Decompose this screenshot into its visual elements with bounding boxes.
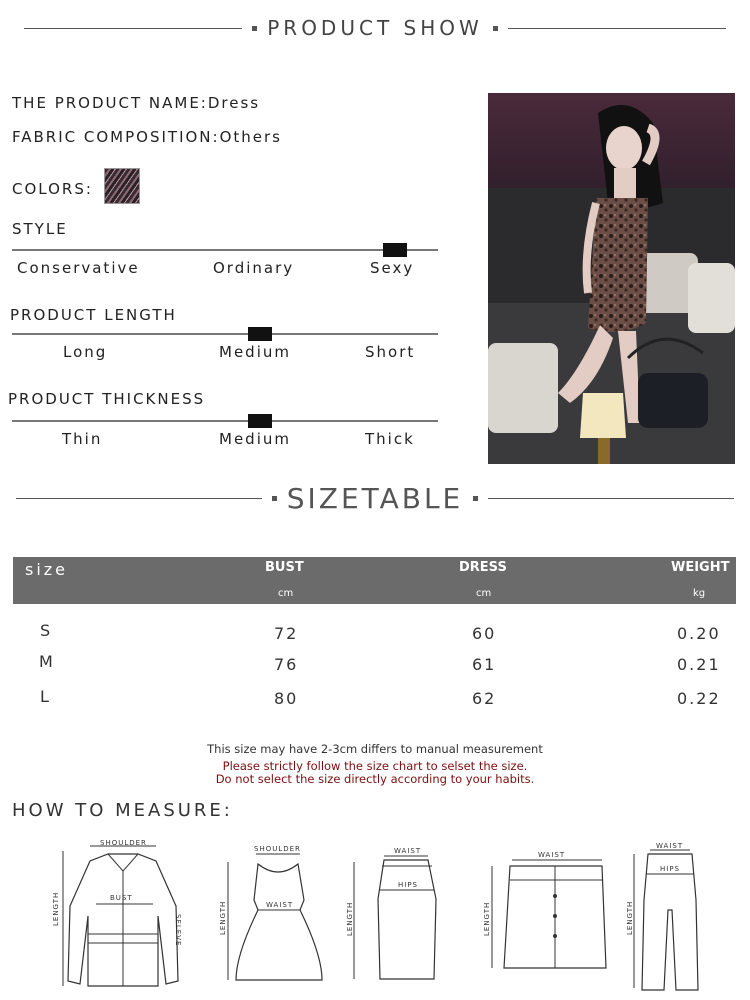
header-line-right bbox=[508, 28, 726, 29]
length-scale-title: PRODUCT LENGTH bbox=[10, 306, 177, 324]
dress-measure-diagram bbox=[214, 840, 334, 994]
row-bust: 72 bbox=[274, 624, 299, 643]
skirt-length-label: LENGTH bbox=[346, 901, 354, 936]
sizetable-header bbox=[0, 482, 750, 515]
shoulder-label: SHOULDER bbox=[100, 839, 147, 847]
thickness-option-thick: Thick bbox=[365, 430, 415, 448]
dress-shoulder-label: SHOULDER bbox=[254, 845, 301, 853]
weight-column-header: WEIGHT bbox=[671, 560, 730, 575]
thickness-scale-track bbox=[12, 420, 438, 422]
row-size: M bbox=[39, 652, 55, 671]
color-swatch[interactable] bbox=[104, 168, 140, 204]
style-option-ordinary: Ordinary bbox=[213, 259, 295, 277]
bust-column-header: BUST bbox=[265, 560, 304, 575]
row-bust: 80 bbox=[274, 689, 299, 708]
product-show-title: PRODUCT SHOW bbox=[267, 16, 483, 40]
coat-measure-diagram bbox=[48, 836, 198, 1000]
skirt-measure-diagram bbox=[344, 844, 444, 993]
sizetable-title: SIZETABLE bbox=[286, 482, 464, 515]
row-dress: 62 bbox=[472, 689, 497, 708]
row-weight: 0.22 bbox=[677, 689, 721, 708]
length-scale-marker bbox=[248, 327, 272, 341]
sleeve-label: SELEVE bbox=[174, 914, 182, 947]
dress-length-label: LENGTH bbox=[219, 900, 227, 935]
size-column-header: size bbox=[25, 560, 69, 579]
pants-measure-diagram bbox=[622, 840, 712, 999]
product-name: THE PRODUCT NAME:Dress bbox=[12, 94, 261, 112]
size-warning-line1: Please strictly follow the size chart to selset the size. bbox=[222, 759, 528, 773]
dress-waist-label: WAIST bbox=[266, 901, 294, 909]
dress-column-header: DRESS bbox=[459, 560, 507, 575]
bust-unit: cm bbox=[278, 588, 294, 599]
thickness-option-medium: Medium bbox=[219, 430, 291, 448]
sizetable-dot-left bbox=[272, 496, 277, 501]
row-weight: 0.20 bbox=[677, 624, 721, 643]
sizetable-line-left bbox=[16, 498, 262, 499]
mini-waist-label: WAIST bbox=[538, 851, 566, 859]
length-option-medium: Medium bbox=[219, 343, 291, 361]
fabric-composition: FABRIC COMPOSITION:Others bbox=[12, 128, 282, 146]
product-photo bbox=[488, 93, 735, 464]
row-size: S bbox=[40, 621, 53, 640]
size-warning bbox=[0, 760, 750, 786]
header-line-left bbox=[24, 28, 242, 29]
length-scale-track bbox=[12, 333, 438, 335]
mini-skirt-measure-diagram bbox=[480, 846, 610, 980]
product-show-header bbox=[0, 16, 750, 40]
skirt-waist-label: WAIST bbox=[394, 847, 422, 855]
colors-label: COLORS: bbox=[12, 180, 93, 198]
how-to-measure-title: HOW TO MEASURE: bbox=[12, 800, 233, 821]
sizetable-line-right bbox=[488, 498, 734, 499]
weight-unit: kg bbox=[693, 588, 706, 599]
length-option-short: Short bbox=[365, 343, 416, 361]
pants-hips-label: HIPS bbox=[660, 865, 680, 873]
style-option-sexy: Sexy bbox=[370, 259, 415, 277]
skirt-hips-label: HIPS bbox=[398, 881, 418, 889]
header-dot-left bbox=[252, 26, 257, 31]
bust-label: BUST bbox=[110, 894, 133, 902]
row-weight: 0.21 bbox=[677, 655, 721, 674]
row-bust: 76 bbox=[274, 655, 299, 674]
style-scale-track bbox=[12, 249, 438, 251]
row-size: L bbox=[40, 687, 51, 706]
measurement-note: This size may have 2-3cm differs to manual measurement bbox=[207, 742, 543, 756]
style-scale-title: STYLE bbox=[12, 220, 68, 238]
pants-waist-label: WAIST bbox=[656, 842, 684, 850]
pants-length-label: LENGTH bbox=[626, 900, 634, 935]
thickness-option-thin: Thin bbox=[62, 430, 103, 448]
size-warning-line2: Do not select the size directly according to your habits. bbox=[215, 772, 535, 786]
row-dress: 60 bbox=[472, 624, 497, 643]
mini-length-label: LENGTH bbox=[483, 901, 491, 936]
style-scale-marker bbox=[383, 243, 407, 257]
size-table-header bbox=[13, 557, 736, 604]
style-option-conservative: Conservative bbox=[17, 259, 140, 277]
dress-unit: cm bbox=[476, 588, 492, 599]
row-dress: 61 bbox=[472, 655, 497, 674]
length-option-long: Long bbox=[63, 343, 108, 361]
sizetable-dot-right bbox=[473, 496, 478, 501]
thickness-scale-marker bbox=[248, 414, 272, 428]
thickness-scale-title: PRODUCT THICKNESS bbox=[8, 390, 206, 408]
length-label: LENGTH bbox=[52, 891, 60, 926]
header-dot-right bbox=[493, 26, 498, 31]
